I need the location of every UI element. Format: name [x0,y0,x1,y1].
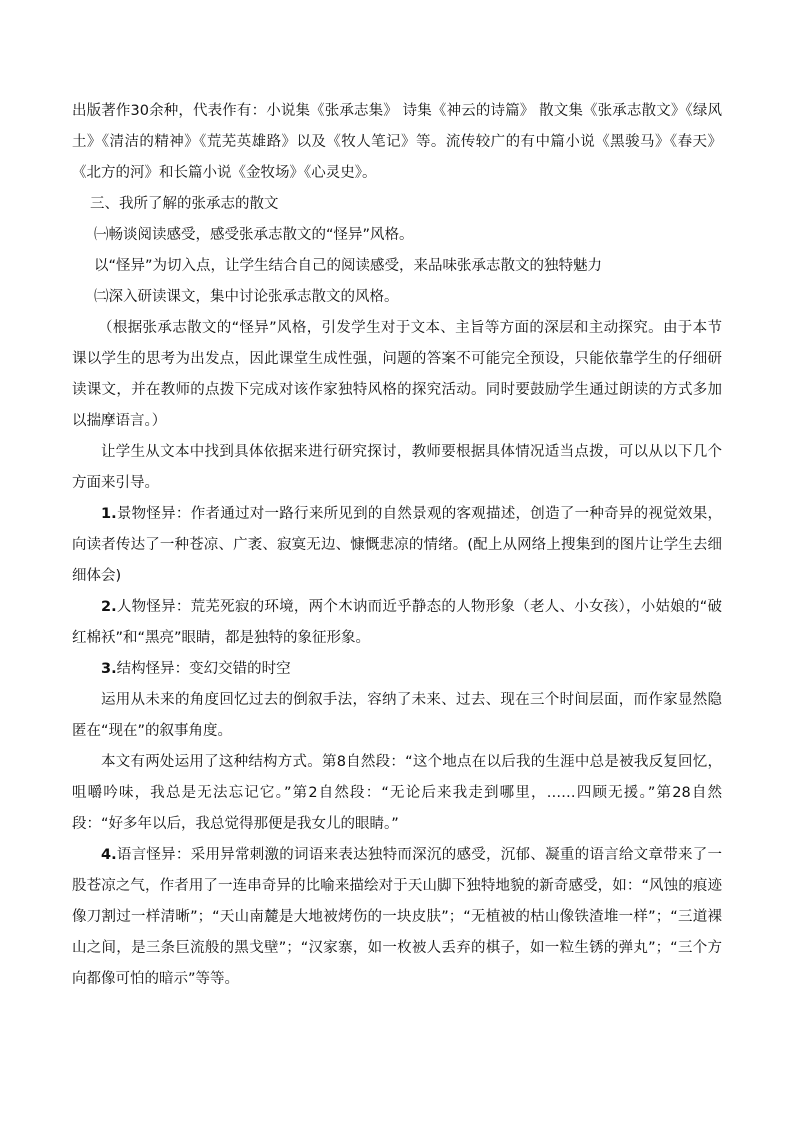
document-body [72,96,722,995]
point-number: 4. [101,847,117,863]
section-heading-prose: 三、我所了解的张承志的散文 [90,196,279,212]
point-characters [72,592,722,654]
point-text: 人物怪异：荒芜死寂的环境，两个木讷而近乎静态的人物形象（老人、小女孩），小姑娘的“破红棉袄”和“黑亮”眼睛，都是独特的象征形象。 [72,599,722,646]
paragraph-teaching-note: （根据张承志散文的“怪异”风格，引发学生对于文本、主旨等方面的深层和主动探究。由于本节课以学生的思考为出发点，因此课堂生成性强，问题的答案不可能完全预设，只能依靠学生的仔细研读课文，并在教师的点拨下完成对该作家独特风格的探究活动。同时要鼓励学生通过朗读的方式多加以揣摩语言。） [72,320,722,429]
subheading-deep-reading: ㈡深入研读课文，集中讨论张承志散文的风格。 [94,289,399,305]
point-number: 2. [101,599,117,615]
point-number: 1. [101,506,117,522]
paragraph-structure-examples: 本文有两处运用了这种结构方式。第8自然段：“这个地点在以后我的生涯中总是被我反复回忆，咀嚼吟味，我总是无法忘记它。”第2自然段：“无论后来我走到哪里，……四顾无援。”第28自然段：“好多年以后，我总觉得那便是我女儿的眼睛。” [72,754,722,832]
paragraph-flashback: 运用从未来的角度回忆过去的倒叙手法，容纳了未来、过去、现在三个时间层面，而作家显然隐匿在“现在”的叙事角度。 [72,692,722,739]
point-text: 语言怪异：采用异常刺激的词语来表达独特而深沉的感受，沉郁、凝重的语言给文章带来了一股苍凉之气，作者用了一连串奇异的比喻来描绘对于天山脚下独特地貌的新奇感受，如：“风蚀的痕迹像刀割过一样清晰”；“天山南麓是大地被烤伤的一块皮肤”；“无植被的枯山像铁渣堆一样”；“三道裸山之间，是三条巨流般的黑戈壁”；“汉家寨，如一枚被人丢弃的棋子，如一粒生锈的弹丸”；“三个方向都像可怕的暗示”等等。 [72,847,722,987]
point-text: 结构怪异：变幻交错的时空 [116,661,291,677]
point-structure [72,654,722,685]
paragraph-author-works: 出版著作30余种，代表作有：小说集《张承志集》 诗集《神云的诗篇》 散文集《张承志散文》《绿风土》《清洁的精神》《荒芜英雄路》以及《牧人笔记》等。流传较广的有中篇小说《黑骏马》《春天》《北方的河》和长篇小说《金牧场》《心灵史》。 [72,103,722,181]
subheading-reading-feelings: ㈠畅谈阅读感受，感受张承志散文的“怪异”风格。 [94,227,414,243]
point-language [72,840,722,995]
point-text: 景物怪异：作者通过对一路行来所见到的自然景观的客观描述，创造了一种奇异的视觉效果，向读者传达了一种苍凉、广袤、寂寞无边、慷慨悲凉的情绪。(配上从网络上搜集到的图片让学生去细细体会) [72,506,722,584]
point-scenery [72,499,722,592]
point-number: 3. [101,661,117,677]
paragraph-entry-point: 以“怪异”为切入点，让学生结合自己的阅读感受，来品味张承志散文的独特魅力 [94,258,603,274]
paragraph-guidance: 让学生从文本中找到具体依据来进行研究探讨，教师要根据具体情况适当点拨，可以从以下几个方面来引导。 [72,444,722,491]
